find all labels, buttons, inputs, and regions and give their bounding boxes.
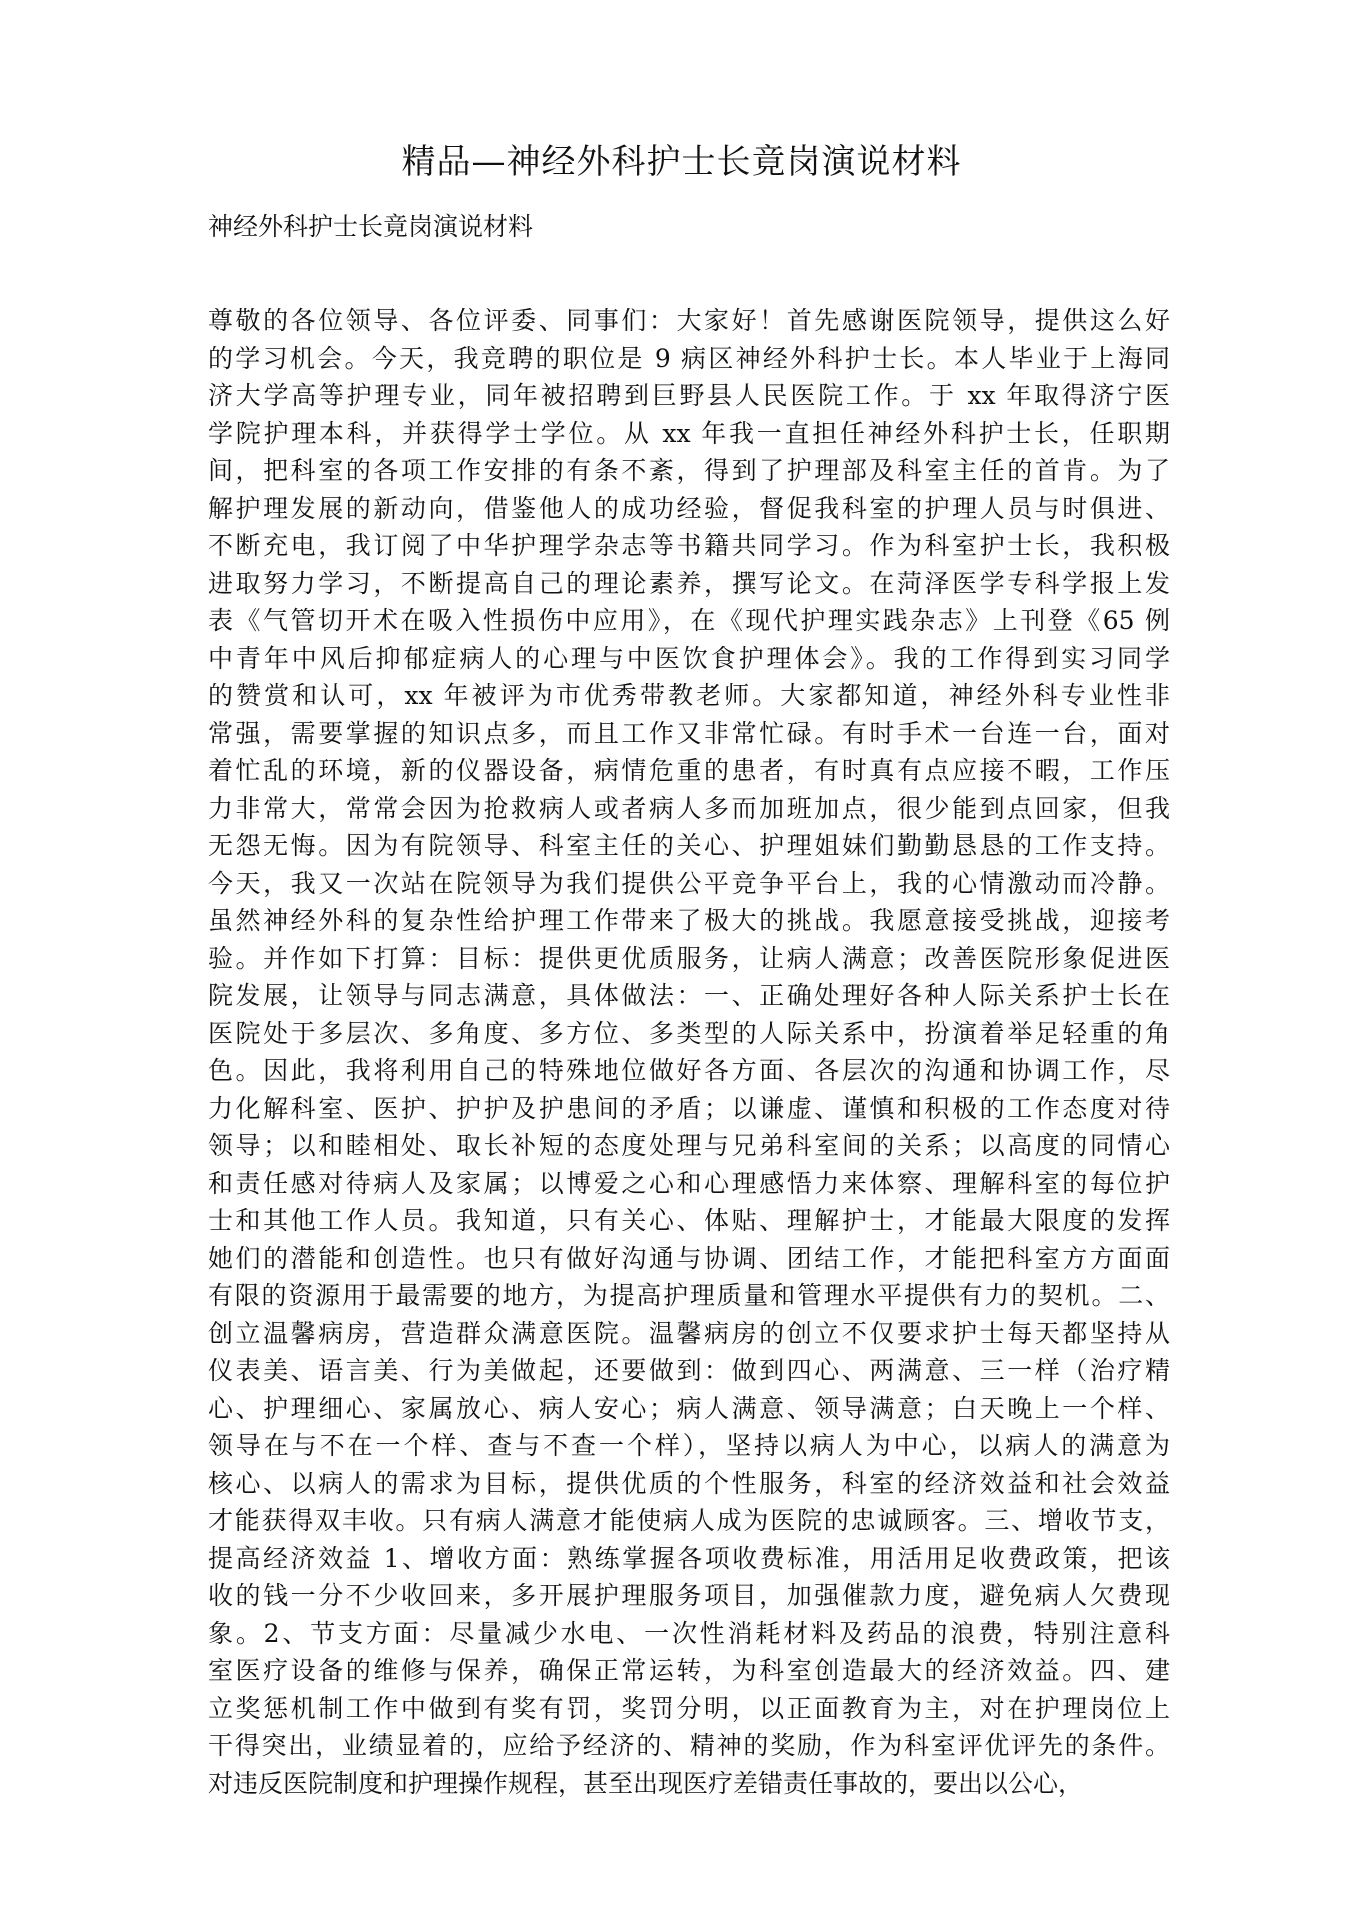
document-subtitle: 神经外科护士长竟岗演说材料 [208, 212, 534, 241]
body-line: 有限的资源用于最需要的地方，为提高护理质量和管理水平提供有力的契机。二、 [208, 1281, 1170, 1310]
body-line: 创立温馨病房，营造群众满意医院。温馨病房的创立不仅要求护士每天都坚持从 [208, 1318, 1170, 1348]
body-line: 力非常大，常常会因为抢救病人或者病人多而加班加点，很少能到点回家，但我 [208, 793, 1170, 823]
body-line: 士和其他工作人员。我知道，只有关心、体贴、理解护士，才能最大限度的发挥 [208, 1206, 1170, 1235]
body-line: 象。2、节支方面：尽量减少水电、一次性消耗材料及药品的浪费，特别注意科 [208, 1618, 1170, 1648]
body-line: 对违反医院制度和护理操作规程，甚至出现医疗差错责任事故的，要出以公心， [208, 1768, 1084, 1798]
body-line: 表《气管切开术在吸入性损伤中应用》，在《现代护理实践杂志》上刊登《65 例 [208, 606, 1170, 635]
body-line: 今天，我又一次站在院领导为我们提供公平竞争平台上，我的心情激动而冷静。 [208, 868, 1170, 898]
body-line: 间，把科室的各项工作安排的有条不紊，得到了护理部及科室主任的首肯。为了 [208, 456, 1170, 485]
body-line: 解护理发展的新动向，借鉴他人的成功经验，督促我科室的护理人员与时俱进、 [208, 493, 1170, 523]
body-line: 立奖惩机制工作中做到有奖有罚，奖罚分明，以正面教育为主，对在护理岗位上 [208, 1693, 1170, 1723]
body-line: 领导在与不在一个样、查与不查一个样），坚持以病人为中心，以病人的满意为 [208, 1431, 1170, 1460]
body-line: 济大学高等护理专业，同年被招聘到巨野县人民医院工作。于 xx 年取得济宁医 [208, 381, 1170, 410]
body-line: 中青年中风后抑郁症病人的心理与中医饮食护理体会》。我的工作得到实习同学 [208, 643, 1170, 673]
body-line: 干得突出，业绩显着的，应给予经济的、精神的奖励，作为科室评优评先的条件。 [208, 1731, 1170, 1760]
body-line: 提高经济效益 1、增收方面：熟练掌握各项收费标准，用活用足收费政策，把该 [208, 1543, 1170, 1573]
body-line: 核心、以病人的需求为目标，提供优质的个性服务，科室的经济效益和社会效益 [208, 1468, 1170, 1498]
body-line: 收的钱一分不少收回来，多开展护理服务项目，加强催款力度，避免病人欠费现 [208, 1581, 1170, 1610]
body-line: 不断充电，我订阅了中华护理学杂志等书籍共同学习。作为科室护士长，我积极 [208, 531, 1170, 560]
body-line: 领导；以和睦相处、取长补短的态度处理与兄弟科室间的关系；以高度的同情心 [208, 1131, 1170, 1160]
body-line: 的赞赏和认可，xx 年被评为市优秀带教老师。大家都知道，神经外科专业性非 [208, 681, 1170, 710]
body-line: 才能获得双丰收。只有病人满意才能使病人成为医院的忠诚顾客。三、增收节支， [208, 1506, 1170, 1535]
body-line: 和责任感对待病人及家属；以博爱之心和心理感悟力来体察、理解科室的每位护 [208, 1168, 1170, 1198]
body-line: 无怨无悔。因为有院领导、科室主任的关心、护理姐妹们勤勤恳恳的工作支持。 [208, 831, 1170, 860]
document-body [208, 302, 1170, 1802]
body-line: 进取努力学习，不断提高自己的理论素养，撰写论文。在菏泽医学专科学报上发 [208, 568, 1170, 598]
body-line: 虽然神经外科的复杂性给护理工作带来了极大的挑战。我愿意接受挑战，迎接考 [208, 906, 1170, 935]
body-line: 色。因此，我将利用自己的特殊地位做好各方面、各层次的沟通和协调工作，尽 [208, 1056, 1170, 1085]
document-title: 精品—神经外科护士长竟岗演说材料 [401, 142, 962, 182]
body-line: 学院护理本科，并获得学士学位。从 xx 年我一直担任神经外科护士长，任职期 [208, 418, 1170, 448]
body-line: 室医疗设备的维修与保养，确保正常运转，为科室创造最大的经济效益。四、建 [208, 1656, 1170, 1685]
body-line: 的学习机会。今天，我竞聘的职位是 9 病区神经外科护士长。本人毕业于上海同 [208, 343, 1170, 373]
body-line: 仪表美、语言美、行为美做起，还要做到：做到四心、两满意、三一样（治疗精 [208, 1356, 1170, 1385]
body-line: 着忙乱的环境，新的仪器设备，病情危重的患者，有时真有点应接不暇，工作压 [208, 756, 1170, 785]
body-line: 院发展，让领导与同志满意，具体做法：一、正确处理好各种人际关系护士长在 [208, 981, 1170, 1010]
body-line: 常强，需要掌握的知识点多，而且工作又非常忙碌。有时手术一台连一台，面对 [208, 718, 1170, 748]
body-line: 医院处于多层次、多角度、多方位、多类型的人际关系中，扮演着举足轻重的角 [208, 1018, 1170, 1048]
body-line: 力化解科室、医护、护护及护患间的矛盾；以谦虚、谨慎和积极的工作态度对待 [208, 1093, 1170, 1123]
body-line: 她们的潜能和创造性。也只有做好沟通与协调、团结工作，才能把科室方方面面 [208, 1243, 1170, 1273]
body-line: 验。并作如下打算：目标：提供更优质服务，让病人满意；改善医院形象促进医 [208, 943, 1170, 973]
body-line: 心、护理细心、家属放心、病人安心；病人满意、领导满意；白天晚上一个样、 [208, 1393, 1170, 1423]
body-line: 尊敬的各位领导、各位评委、同事们：大家好！首先感谢医院领导，提供这么好 [208, 306, 1170, 335]
